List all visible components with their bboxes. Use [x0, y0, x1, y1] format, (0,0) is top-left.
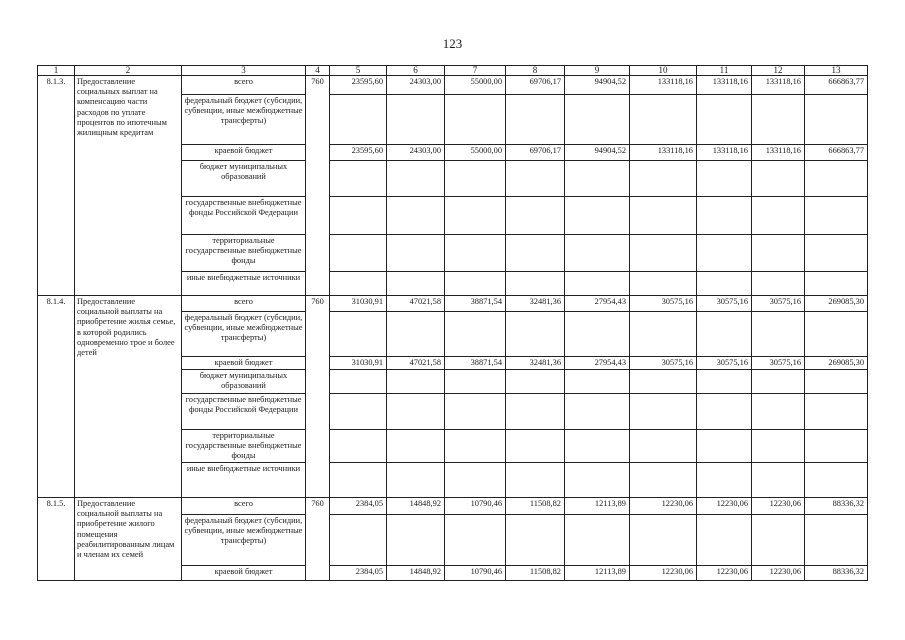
- empty-cell: [751, 514, 805, 566]
- value-total-col-9: 27954,43: [564, 295, 630, 312]
- empty-cell: [329, 196, 387, 235]
- empty-cell: [505, 94, 565, 145]
- value-total-col-11: 30575,16: [696, 295, 752, 312]
- empty-cell: [329, 234, 387, 272]
- empty-cell: [751, 196, 805, 235]
- empty-cell: [696, 462, 752, 498]
- value-total-col-9: 94904,52: [564, 75, 630, 95]
- value-regional-col-11: 12230,06: [696, 565, 752, 581]
- value-regional-col-7: 10790,46: [444, 565, 506, 581]
- empty-cell: [444, 462, 506, 498]
- funding-source-total: всего: [181, 497, 306, 515]
- empty-cell: [505, 271, 565, 296]
- value-regional-col-9: 27954,43: [564, 356, 630, 370]
- empty-cell: [386, 196, 445, 235]
- empty-cell: [505, 234, 565, 272]
- empty-cell: [329, 429, 387, 463]
- funding-source-municipal: бюджет муниципальных образований: [181, 160, 306, 197]
- empty-cell: [629, 94, 697, 145]
- value-regional-col-8: 69706,17: [505, 144, 565, 161]
- funding-source-federal: федеральный бюджет (субсидии, субвенции, иные межбюджетные трансферты): [181, 514, 306, 566]
- value-regional-col-9: 94904,52: [564, 144, 630, 161]
- empty-cell: [564, 393, 630, 430]
- empty-cell: [804, 234, 868, 272]
- empty-cell: [751, 369, 805, 394]
- empty-cell: [505, 196, 565, 235]
- empty-cell: [444, 393, 506, 430]
- value-total-col-12: 133118,16: [751, 75, 805, 95]
- funding-source-territorial-funds: территориальные государственные внебюджетные фонды: [181, 429, 306, 463]
- empty-cell: [386, 271, 445, 296]
- value-regional-col-9: 12113,89: [564, 565, 630, 581]
- empty-cell: [329, 393, 387, 430]
- value-total-col-6: 47021,58: [386, 295, 445, 312]
- empty-cell: [696, 94, 752, 145]
- value-total-col-11: 133118,16: [696, 75, 752, 95]
- funding-source-state-funds: государственные внебюджетные фонды Российской Федерации: [181, 393, 306, 430]
- empty-cell: [505, 462, 565, 498]
- empty-cell: [564, 514, 630, 566]
- header-cell-10: 10: [629, 65, 697, 76]
- empty-cell: [386, 160, 445, 197]
- empty-cell: [444, 429, 506, 463]
- section-code: 8.1.5.: [37, 497, 75, 581]
- empty-cell: [386, 311, 445, 357]
- empty-cell: [804, 429, 868, 463]
- empty-cell: [564, 234, 630, 272]
- value-regional-col-5: 2384,05: [329, 565, 387, 581]
- empty-cell: [751, 311, 805, 357]
- funding-source-federal: федеральный бюджет (субсидии, субвенции, иные межбюджетные трансферты): [181, 311, 306, 357]
- empty-cell: [696, 369, 752, 394]
- section-kbk: 760: [305, 295, 330, 498]
- empty-cell: [629, 271, 697, 296]
- value-regional-col-6: 14848,92: [386, 565, 445, 581]
- funding-source-regional: краевой бюджет: [181, 356, 306, 370]
- empty-cell: [386, 369, 445, 394]
- value-total-col-6: 14848,92: [386, 497, 445, 515]
- empty-cell: [696, 196, 752, 235]
- funding-source-other: иные внебюджетные источники: [181, 462, 306, 498]
- value-regional-col-10: 133118,16: [629, 144, 697, 161]
- funding-source-total: всего: [181, 75, 306, 95]
- empty-cell: [696, 311, 752, 357]
- value-regional-col-11: 133118,16: [696, 144, 752, 161]
- empty-cell: [505, 514, 565, 566]
- empty-cell: [564, 462, 630, 498]
- value-regional-col-5: 23595,60: [329, 144, 387, 161]
- empty-cell: [329, 369, 387, 394]
- empty-cell: [696, 160, 752, 197]
- section-code: 8.1.4.: [37, 295, 75, 498]
- empty-cell: [386, 94, 445, 145]
- value-total-col-5: 23595,60: [329, 75, 387, 95]
- empty-cell: [629, 369, 697, 394]
- empty-cell: [444, 369, 506, 394]
- empty-cell: [329, 514, 387, 566]
- value-regional-col-10: 30575,16: [629, 356, 697, 370]
- empty-cell: [629, 196, 697, 235]
- funding-source-total: всего: [181, 295, 306, 312]
- empty-cell: [564, 311, 630, 357]
- value-total-col-11: 12230,06: [696, 497, 752, 515]
- header-cell-9: 9: [564, 65, 630, 76]
- section-title: Предоставление социальной выплаты на приобретение жилья семье, в которой родились одновременно трое и более детей: [74, 295, 182, 498]
- section-title: Предоставление социальной выплаты на приобретение жилого помещения реабилитированным лицам и членам их семей: [74, 497, 182, 581]
- empty-cell: [804, 196, 868, 235]
- funding-source-regional: краевой бюджет: [181, 565, 306, 581]
- empty-cell: [804, 514, 868, 566]
- value-regional-col-7: 55000,00: [444, 144, 506, 161]
- empty-cell: [696, 514, 752, 566]
- empty-cell: [564, 271, 630, 296]
- value-regional-col-7: 38871,54: [444, 356, 506, 370]
- empty-cell: [804, 369, 868, 394]
- header-cell-11: 11: [696, 65, 752, 76]
- value-total-col-8: 69706,17: [505, 75, 565, 95]
- value-total-col-8: 11508,82: [505, 497, 565, 515]
- value-total-col-12: 12230,06: [751, 497, 805, 515]
- empty-cell: [505, 429, 565, 463]
- empty-cell: [386, 393, 445, 430]
- empty-cell: [564, 429, 630, 463]
- empty-cell: [564, 369, 630, 394]
- empty-cell: [629, 462, 697, 498]
- empty-cell: [804, 160, 868, 197]
- empty-cell: [751, 271, 805, 296]
- empty-cell: [751, 234, 805, 272]
- value-regional-col-8: 11508,82: [505, 565, 565, 581]
- empty-cell: [751, 160, 805, 197]
- value-total-col-7: 10790,46: [444, 497, 506, 515]
- empty-cell: [505, 393, 565, 430]
- empty-cell: [629, 514, 697, 566]
- empty-cell: [444, 196, 506, 235]
- empty-cell: [505, 160, 565, 197]
- empty-cell: [751, 429, 805, 463]
- value-regional-col-13: 88336,32: [804, 565, 868, 581]
- value-total-col-7: 38871,54: [444, 295, 506, 312]
- header-cell-6: 6: [386, 65, 445, 76]
- funding-source-federal: федеральный бюджет (субсидии, субвенции, иные межбюджетные трансферты): [181, 94, 306, 145]
- empty-cell: [804, 393, 868, 430]
- value-regional-col-8: 32481,36: [505, 356, 565, 370]
- value-total-col-8: 32481,36: [505, 295, 565, 312]
- empty-cell: [505, 311, 565, 357]
- empty-cell: [696, 234, 752, 272]
- empty-cell: [386, 429, 445, 463]
- section-kbk: 760: [305, 497, 330, 581]
- empty-cell: [804, 271, 868, 296]
- value-total-col-7: 55000,00: [444, 75, 506, 95]
- header-cell-4: 4: [305, 65, 330, 76]
- value-regional-col-12: 12230,06: [751, 565, 805, 581]
- value-total-col-9: 12113,89: [564, 497, 630, 515]
- empty-cell: [751, 393, 805, 430]
- empty-cell: [804, 311, 868, 357]
- header-cell-2: 2: [74, 65, 182, 76]
- page-number: 123: [442, 36, 463, 51]
- funding-source-state-funds: государственные внебюджетные фонды Российской Федерации: [181, 196, 306, 235]
- funding-source-territorial-funds: территориальные государственные внебюджетные фонды: [181, 234, 306, 272]
- funding-source-other: иные внебюджетные источники: [181, 271, 306, 296]
- value-total-col-13: 88336,32: [804, 497, 868, 515]
- empty-cell: [564, 160, 630, 197]
- empty-cell: [444, 514, 506, 566]
- value-regional-col-12: 133118,16: [751, 144, 805, 161]
- value-total-col-10: 133118,16: [629, 75, 697, 95]
- empty-cell: [629, 311, 697, 357]
- empty-cell: [444, 94, 506, 145]
- empty-cell: [386, 462, 445, 498]
- section-title: Предоставление социальных выплат на компенсацию части расходов по уплате процентов по ипотечным жилищным кредитам: [74, 75, 182, 296]
- empty-cell: [564, 196, 630, 235]
- empty-cell: [696, 429, 752, 463]
- value-regional-col-12: 30575,16: [751, 356, 805, 370]
- value-regional-col-6: 47021,58: [386, 356, 445, 370]
- empty-cell: [386, 514, 445, 566]
- value-total-col-5: 2384,05: [329, 497, 387, 515]
- header-cell-8: 8: [505, 65, 565, 76]
- empty-cell: [629, 393, 697, 430]
- value-regional-col-11: 30575,16: [696, 356, 752, 370]
- empty-cell: [804, 462, 868, 498]
- section-code: 8.1.3.: [37, 75, 75, 296]
- value-total-col-12: 30575,16: [751, 295, 805, 312]
- empty-cell: [564, 94, 630, 145]
- header-cell-12: 12: [751, 65, 805, 76]
- funding-source-municipal: бюджет муниципальных образований: [181, 369, 306, 394]
- funding-source-regional: краевой бюджет: [181, 144, 306, 161]
- value-total-col-13: 666863,77: [804, 75, 868, 95]
- value-regional-col-13: 666863,77: [804, 144, 868, 161]
- empty-cell: [329, 462, 387, 498]
- empty-cell: [505, 369, 565, 394]
- empty-cell: [629, 234, 697, 272]
- empty-cell: [696, 271, 752, 296]
- empty-cell: [629, 429, 697, 463]
- value-total-col-5: 31030,91: [329, 295, 387, 312]
- value-regional-col-5: 31030,91: [329, 356, 387, 370]
- empty-cell: [444, 271, 506, 296]
- header-cell-3: 3: [181, 65, 306, 76]
- section-kbk: 760: [305, 75, 330, 296]
- header-cell-13: 13: [804, 65, 868, 76]
- empty-cell: [329, 94, 387, 145]
- empty-cell: [751, 94, 805, 145]
- value-total-col-13: 269085,30: [804, 295, 868, 312]
- value-total-col-10: 30575,16: [629, 295, 697, 312]
- empty-cell: [444, 160, 506, 197]
- empty-cell: [751, 462, 805, 498]
- empty-cell: [444, 234, 506, 272]
- value-regional-col-10: 12230,06: [629, 565, 697, 581]
- empty-cell: [444, 311, 506, 357]
- empty-cell: [329, 271, 387, 296]
- value-total-col-6: 24303,00: [386, 75, 445, 95]
- header-cell-1: 1: [37, 65, 75, 76]
- value-regional-col-13: 269085,30: [804, 356, 868, 370]
- value-total-col-10: 12230,06: [629, 497, 697, 515]
- empty-cell: [386, 234, 445, 272]
- header-cell-5: 5: [329, 65, 387, 76]
- empty-cell: [804, 94, 868, 145]
- empty-cell: [696, 393, 752, 430]
- value-regional-col-6: 24303,00: [386, 144, 445, 161]
- empty-cell: [329, 311, 387, 357]
- empty-cell: [329, 160, 387, 197]
- empty-cell: [629, 160, 697, 197]
- header-cell-7: 7: [444, 65, 506, 76]
